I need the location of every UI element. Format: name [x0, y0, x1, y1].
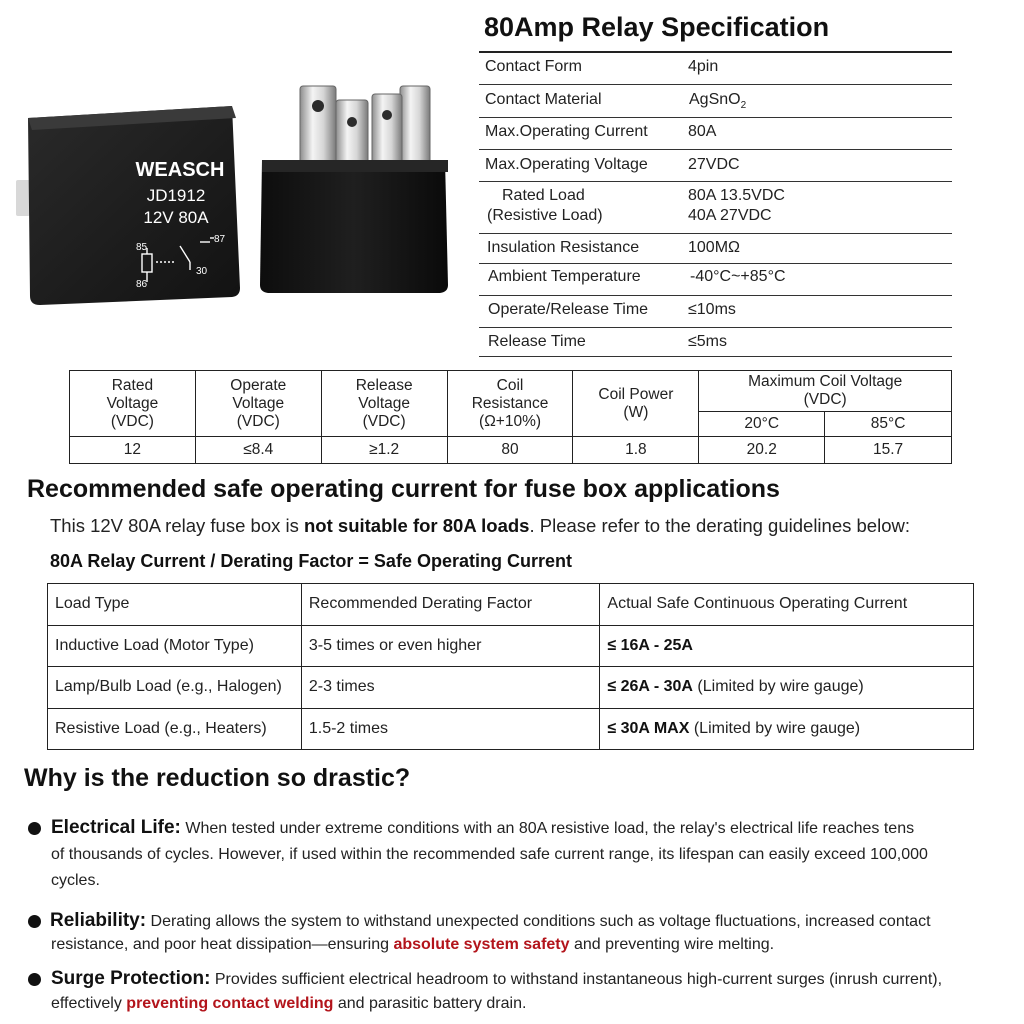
derating-current-value: ≤ 30A MAX — [607, 719, 690, 737]
spec-value: ≤10ms — [688, 301, 736, 318]
pin-30-label: 30 — [196, 266, 208, 277]
bullet-dot-icon — [28, 973, 41, 986]
why-heading: Why is the reduction so drastic? — [24, 764, 411, 792]
bullet-text: and preventing wire melting. — [569, 936, 775, 953]
derating-header-row — [48, 584, 974, 626]
coil-subheader-20c: 20°C — [699, 412, 825, 437]
spec-key-line1: Rated Load — [502, 187, 585, 204]
bullet-reliability — [0, 908, 1024, 960]
spec-row-insulation — [479, 234, 952, 264]
bullet-dot-icon — [28, 915, 41, 928]
spec-value: 27VDC — [688, 156, 740, 173]
coil-value-max-85c: 15.7 — [825, 437, 952, 464]
bullet-text: resistance, and poor heat dissipation—ensuring — [51, 936, 394, 953]
bullet-highlight: absolute system safety — [393, 936, 570, 953]
header-line: Voltage — [232, 394, 285, 412]
coil-header-release-voltage — [321, 371, 447, 437]
coil-header-operate-voltage — [195, 371, 321, 437]
spec-value — [688, 186, 785, 226]
derating-formula: 80A Relay Current / Derating Factor = Safe Operating Current — [50, 551, 572, 571]
coil-subheader-85c: 85°C — [825, 412, 952, 437]
derating-current-note: (Limited by wire gauge) — [692, 678, 864, 696]
spec-key: Max.Operating Current — [485, 123, 648, 140]
bullet-text: and parasitic battery drain. — [333, 995, 527, 1012]
derating-current — [600, 625, 974, 667]
derating-header-current: Actual Safe Continuous Operating Current — [600, 584, 974, 626]
header-line: (Ω+10%) — [479, 412, 542, 430]
spec-row-contact-material — [479, 85, 952, 118]
spec-key: Max.Operating Voltage — [485, 156, 648, 173]
header-line: (VDC) — [803, 391, 847, 408]
intro-text-post: . Please refer to the derating guidelines below: — [529, 515, 910, 536]
spec-value: 80A — [688, 123, 717, 140]
spec-row-operate-release — [479, 296, 952, 328]
bullet-electrical-life — [0, 815, 1024, 895]
coil-value-release-voltage: ≥1.2 — [321, 437, 447, 464]
coil-value-power: 1.8 — [573, 437, 699, 464]
derating-load: Resistive Load (e.g., Heaters) — [48, 708, 302, 750]
recommend-intro — [50, 515, 910, 537]
spec-value: -40°C~+85°C — [690, 268, 786, 285]
header-line: (VDC) — [236, 412, 280, 430]
header-line: (W) — [623, 403, 649, 421]
derating-load: Inductive Load (Motor Type) — [48, 625, 302, 667]
coil-value-max-20c: 20.2 — [699, 437, 825, 464]
spec-key: Ambient Temperature — [488, 268, 641, 285]
spec-row-release-time — [479, 328, 952, 357]
header-line: Voltage — [106, 394, 159, 412]
derating-table — [47, 583, 974, 750]
spec-row-max-current — [479, 118, 952, 150]
relay-product-image — [0, 0, 470, 360]
header-line: Maximum Coil Voltage — [748, 373, 903, 390]
spec-key: Contact Material — [485, 91, 602, 108]
derating-row — [48, 708, 974, 750]
spec-row-contact-form — [479, 53, 952, 85]
derating-current — [600, 667, 974, 709]
rating-text: 12V 80A — [143, 208, 209, 227]
intro-text-pre: This 12V 80A relay fuse box is — [50, 515, 304, 536]
header-line: Operate — [230, 376, 287, 394]
derating-header-factor: Recommended Derating Factor — [301, 584, 600, 626]
spec-value — [689, 91, 746, 111]
derating-current-note: (Limited by wire gauge) — [689, 719, 861, 737]
spec-key: Contact Form — [485, 58, 582, 75]
bullet-label: Surge Protection: — [51, 968, 211, 989]
header-line: (VDC) — [110, 412, 154, 430]
spec-key — [487, 186, 603, 226]
spec-value: 100MΩ — [688, 239, 740, 256]
pin-85-label: 85 — [136, 242, 148, 253]
derating-row — [48, 625, 974, 667]
bullet-label: Reliability: — [50, 910, 147, 931]
relay-rear-view — [260, 86, 448, 293]
header-line: Coil — [496, 376, 524, 394]
coil-value-resistance: 80 — [447, 437, 573, 464]
bullet-dot-icon — [28, 822, 41, 835]
pin-87-label: 87 — [214, 234, 226, 245]
spec-value: ≤5ms — [688, 333, 728, 350]
header-line: Coil Power — [598, 385, 674, 403]
coil-value-rated-voltage: 12 — [70, 437, 196, 464]
coil-header-coil-power — [573, 371, 699, 437]
bullet-text: When tested under extreme conditions with an 80A resistive load, the relay's electrical life reaches tens — [180, 820, 915, 837]
spec-value: 4pin — [688, 58, 719, 75]
derating-load: Lamp/Bulb Load (e.g., Halogen) — [48, 667, 302, 709]
spec-title: 80Amp Relay Specification — [484, 12, 830, 42]
bullet-text: Provides sufficient electrical headroom to withstand instantaneous high-current surges (inrush current), — [210, 971, 943, 988]
coil-header-rated-voltage — [70, 371, 196, 437]
spec-row-rated-load — [479, 182, 952, 234]
header-line: Resistance — [471, 394, 549, 412]
spec-value-line2: 40A 27VDC — [688, 207, 772, 224]
spec-key: Operate/Release Time — [488, 301, 649, 318]
recommend-heading: Recommended safe operating current for fuse box applications — [27, 475, 780, 503]
spec-key: Release Time — [488, 333, 586, 350]
derating-factor: 2-3 times — [301, 667, 600, 709]
bullet-text: cycles. — [51, 872, 100, 889]
spec-value-line1: 80A 13.5VDC — [688, 187, 785, 204]
model-text: JD1912 — [146, 186, 206, 205]
brand-text: WEASCH — [135, 159, 225, 181]
derating-factor: 3-5 times or even higher — [301, 625, 600, 667]
coil-header-coil-resistance — [447, 371, 573, 437]
spec-row-ambient-temp — [479, 264, 952, 296]
bullet-label: Electrical Life: — [51, 817, 181, 838]
bullet-surge-protection — [0, 966, 1024, 1018]
spec-value-sub: 2 — [740, 100, 747, 112]
pin-86-label: 86 — [136, 279, 148, 290]
header-line: (VDC) — [362, 412, 406, 430]
header-line: Rated — [111, 376, 154, 394]
derating-factor: 1.5-2 times — [301, 708, 600, 750]
header-line: Release — [355, 376, 413, 394]
derating-row — [48, 667, 974, 709]
coil-header-max-voltage — [699, 371, 952, 412]
bullet-text: effectively — [51, 995, 127, 1012]
bullet-highlight: preventing contact welding — [126, 995, 334, 1012]
derating-current-value: ≤ 26A - 30A — [607, 678, 693, 696]
coil-parameter-table — [69, 370, 952, 464]
spec-row-max-voltage — [479, 150, 952, 182]
bullet-text: Derating allows the system to withstand unexpected conditions such as voltage fluctuations, increased contact — [146, 913, 931, 930]
bullet-text: of thousands of cycles. However, if used within the recommended safe current range, its lifespan can easily exceed 100,000 — [51, 846, 928, 863]
spec-value-main: AgSnO — [689, 91, 741, 108]
derating-header-load: Load Type — [48, 584, 302, 626]
derating-current-value: ≤ 16A - 25A — [607, 636, 693, 654]
relay-front-view — [16, 106, 240, 305]
coil-value-operate-voltage: ≤8.4 — [195, 437, 321, 464]
spec-key: Insulation Resistance — [487, 239, 640, 256]
spec-key-line2: (Resistive Load) — [487, 207, 603, 224]
intro-text-bold: not suitable for 80A loads — [304, 515, 530, 536]
derating-current — [600, 708, 974, 750]
header-line: Voltage — [358, 394, 410, 412]
